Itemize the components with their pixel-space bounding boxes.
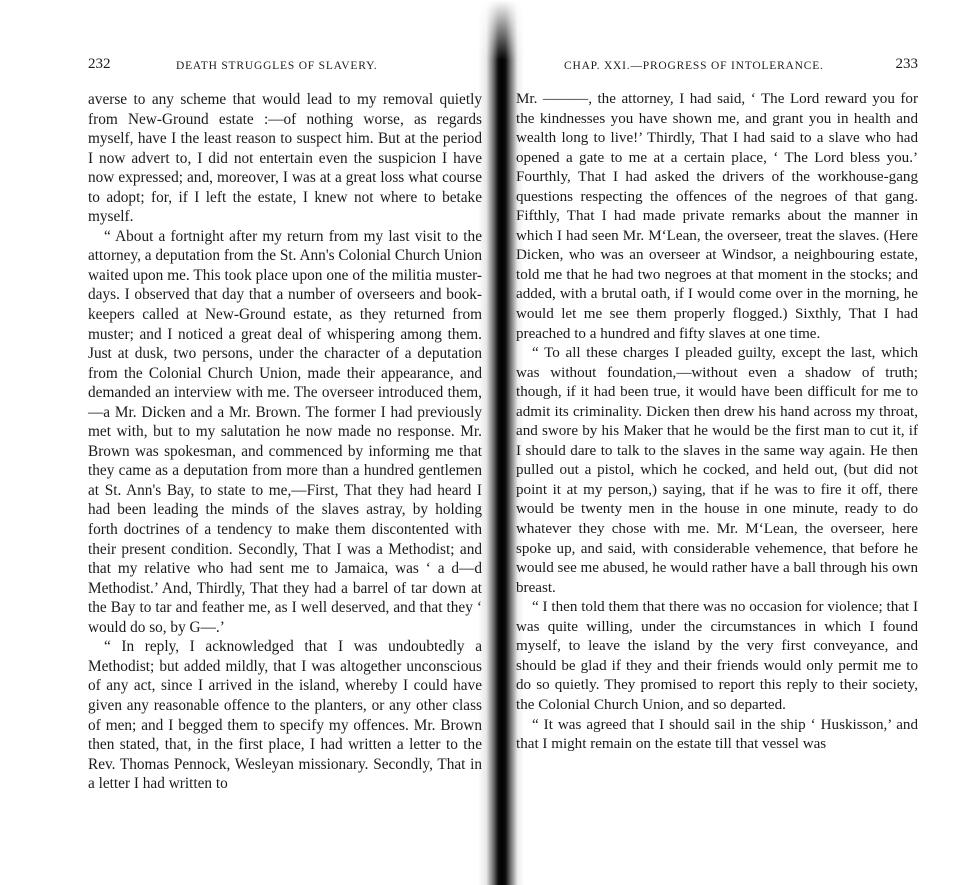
paragraph: averse to any scheme that would lead to my removal quietly from New-Ground estate :—of nothing worse, as regards myself, have I the least reason to suspect him. But at the period I now advert to, I did not entertain even the suspicion I have now expressed; and, moreover, I was at a great loss what course to adopt; for, if I left the estate, I knew not where to betake myself.	[88, 91, 482, 226]
right-page-text	[516, 90, 918, 755]
paragraph: “ To all these charges I pleaded guilty, except the last, which was without foundation,—without even a shadow of truth; though, if it had been true, it would have been difficult for me to admit its criminality. Dicken then drew his hand across my throat, and swore by his Maker that he would be the first man to cut it, if I should dare to talk to the slaves in the same way again. He then pulled out a pistol, which he cocked, and held out, (but did not point it at my person,) saying, that if he was to fire it off, there would be twenty men in the house in one minute, ready to do whatever they chose with me. Mr. M‘Lean, the overseer, here spoke up, and said, with considerable vehemence, that before he would see me abused, he would rather have a ball through his own breast.	[516, 345, 918, 596]
right-page-number: 233	[895, 56, 918, 72]
right-page	[516, 0, 918, 885]
left-page-number: 232	[88, 56, 111, 72]
paragraph: “ I then told them that there was no occasion for violence; that I was quite willing, under the circumstances in which I found myself, to leave the island by the very first conveyance, and should be glad if they and their friends would only permit me to do so quietly. They promised to report this reply to their society, the Colonial Church Union, and so departed.	[516, 599, 918, 713]
right-running-head: CHAP. XXI.—PROGRESS OF INTOLERANCE.	[564, 60, 824, 72]
left-running-head: DEATH STRUGGLES OF SLAVERY.	[176, 60, 378, 72]
left-page-header	[88, 58, 482, 80]
left-page-text	[88, 90, 482, 794]
paragraph: “ In reply, I acknowledged that I was undoubtedly a Methodist; but added mildly, that I was altogether unconscious of any act, since I arrived in the island, whereby I could have given any reasonable offence to the planters, or any other class of men; and I begged them to specify my offences. Mr. Brown then stated, that, in the first place, I had written a letter to the Rev. Thomas Pennock, Wesleyan missionary. Secondly, That in a letter I had written to	[88, 638, 482, 793]
paragraph: “ About a fortnight after my return from my last visit to the attorney, a deputation from the St. Ann's Colonial Church Union waited upon me. This took place upon one of the militia muster-days. I observed that day that a number of overseers and book-keepers called at New-Ground estate, as they returned from muster; and I noticed a great deal of whispering among them. Just at dusk, two persons, under the character of a deputation from the Colonial Church Union, made their appearance, and demanded an interview with me. The overseer introduced them,—a Mr. Dicken and a Mr. Brown. The former I had previously met with, but to my salutation he now made no response. Mr. Brown was spokesman, and commenced by informing me that they came as a deputation from more than a hundred gentlemen at St. Ann's Bay, to state to me,—First, That they had heard I had been leading the minds of the slaves astray, by holding forth doctrines of a tendency to make them discontented with their present condition. Secondly, That I was a Methodist; and that my relative who had sent me to Jamaica, was ‘ a d—d Methodist.’ And, Thirdly, That they had a barrel of tar down at the Bay to tar and feather me, as I well deserved, and that they ‘ would do so, by G—.’	[88, 227, 482, 636]
left-page	[88, 0, 482, 885]
paragraph: “ It was agreed that I should sail in the ship ‘ Huskisson,’ and that I might remain on the estate till that vessel was	[516, 716, 918, 753]
paragraph: Mr. ———, the attorney, I had said, ‘ The Lord reward you for the kindnesses you have shown me, and grant you in health and wealth long to live!’ Thirdly, That I had said to a slave who had opened a gate to me at a certain place, ‘ The Lord bless you.’ Fourthly, That I had asked the drivers of the workhouse-gang questions respecting the offences of the negroes of that gang. Fifthly, That I had made private remarks about the manner in which I had seen Mr. M‘Lean, the overseer, treat the slaves. (Here Dicken, who was an overseer at Windsor, a neighbouring estate, told me that he had two negroes at that moment in the stocks; and added, with a brutal oath, if I would come over in the morning, he would let me see them properly flogged.) Sixthly, That I had preached to a hundred and fifty slaves at one time.	[516, 91, 918, 342]
right-page-header	[516, 58, 918, 80]
